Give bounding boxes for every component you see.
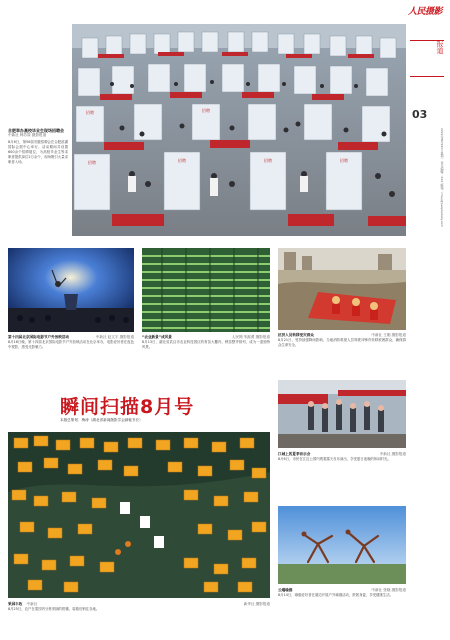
yoga-caption-meta: 中新社 张晓 摄影报道 <box>371 588 406 592</box>
flood-caption-title: 抗洪人员转移受灾群众 <box>278 333 314 337</box>
yoga-caption-body: 8月14日，瑜伽爱好者在湖边开展户外瑜伽活动，舒展身姿，享受健康生活。 <box>278 593 393 597</box>
orchard-caption-meta: 中新社 <box>26 602 38 606</box>
flood-caption-meta: 中新社 王刚 摄影报道 <box>371 333 406 337</box>
film-festival-photo <box>8 248 134 332</box>
film-caption-meta: 中新社 赵文宇 摄影报道 <box>95 335 134 339</box>
seedling-caption-body: 8月13日，湖北省武汉市农业科技园区的育苗大棚内，秧苗整齐排列，成为一道独特风景。 <box>142 340 270 349</box>
caption-orchard <box>8 602 270 612</box>
orchard-caption-body: 8月25日，农户在果园内分拣采摘的柑橘，装箱后销往各地。 <box>8 607 100 611</box>
booth-sign-2: 招聘 <box>178 158 186 163</box>
yoga-caption-title: 云端瑜伽 <box>278 588 293 592</box>
hero-caption-body: 8月6日，第56届安徽招聘会在合肥滨湖国际会展中心举行，活动期间共设置600余个招聘展位，为高校毕业生等求职者提供岗位2万余个，现场吸引大量求职者入场。 <box>8 140 68 165</box>
caption-yoga <box>278 588 406 598</box>
flood-caption-body: 8月21日，受持续强降雨影响，当地消防救援人员驾驶冲锋舟转移被困群众，确保群众生命安全。 <box>278 338 406 347</box>
hero-caption-title: 合肥举办高校毕业生现场招聘会 <box>8 128 64 133</box>
dateline-date: 2022年8月29日 星期一 <box>440 128 444 161</box>
flood-rescue-photo <box>278 248 406 330</box>
orchard-caption-credit: 新华社 摄影报道 <box>243 602 270 606</box>
booth-sign-3: 招聘 <box>264 158 272 163</box>
orchard-caption-title: 果园丰收 <box>8 602 23 606</box>
masthead-logo: 人民摄影 <box>408 7 443 17</box>
hero-caption <box>8 128 68 165</box>
seedling-field-photo <box>142 248 270 332</box>
dateline-editor: 责任编辑：XXX <box>440 161 444 183</box>
job-fair-image <box>72 24 406 236</box>
concert-caption-meta: 中新社 摄影报道 <box>379 452 406 456</box>
yoga-photo <box>278 506 406 584</box>
caption-film-festival <box>8 335 134 350</box>
page-headline: 瞬间扫描8月号 <box>60 396 195 418</box>
booth-sign-5: 招聘 <box>86 110 94 115</box>
booth-sign-1: 招聘 <box>88 160 96 165</box>
masthead <box>408 4 448 124</box>
caption-flood <box>278 333 406 348</box>
dateline-email: 邮箱：rmsy@peopledaily.com <box>440 183 444 228</box>
headline-byline: 本版总策划：梅涛（湖北省新闻摄影学会副秘书长） <box>60 418 143 422</box>
caption-concert <box>278 452 406 462</box>
hero-caption-meta: 中新社 韩苏原 摄影报道 <box>8 133 47 138</box>
seedling-caption-meta: 人民网 朱熙勇 摄影报道 <box>231 335 270 339</box>
booth-sign-4: 招聘 <box>340 158 348 163</box>
booth-sign-6: 招聘 <box>202 108 210 113</box>
riverside-concert-photo <box>278 380 406 448</box>
film-caption-title: 第十四届北京国际电影节户外放映活动 <box>8 335 70 339</box>
hero-photo <box>72 24 406 236</box>
film-caption-body: 8月18日晚，第十四届北京国际电影节户外放映活动在北京举办，电影爱好者在夜色中观影，感受光影魅力。 <box>8 340 134 349</box>
seedling-caption-title: “农业新景”成风景 <box>142 335 172 339</box>
concert-caption-title: 江城上的夏季音乐会 <box>278 452 311 456</box>
concert-caption-body: 8月6日，市民在江边公园内观看露天音乐演出，享受夏日夜晚的休闲时光。 <box>278 457 391 461</box>
section-box <box>410 76 444 77</box>
orchard-harvest-photo <box>8 432 270 598</box>
masthead-dateline <box>430 128 444 228</box>
page-number: 03 <box>412 108 428 121</box>
section-label: 报道 <box>436 40 444 54</box>
caption-seedlings <box>142 335 270 350</box>
